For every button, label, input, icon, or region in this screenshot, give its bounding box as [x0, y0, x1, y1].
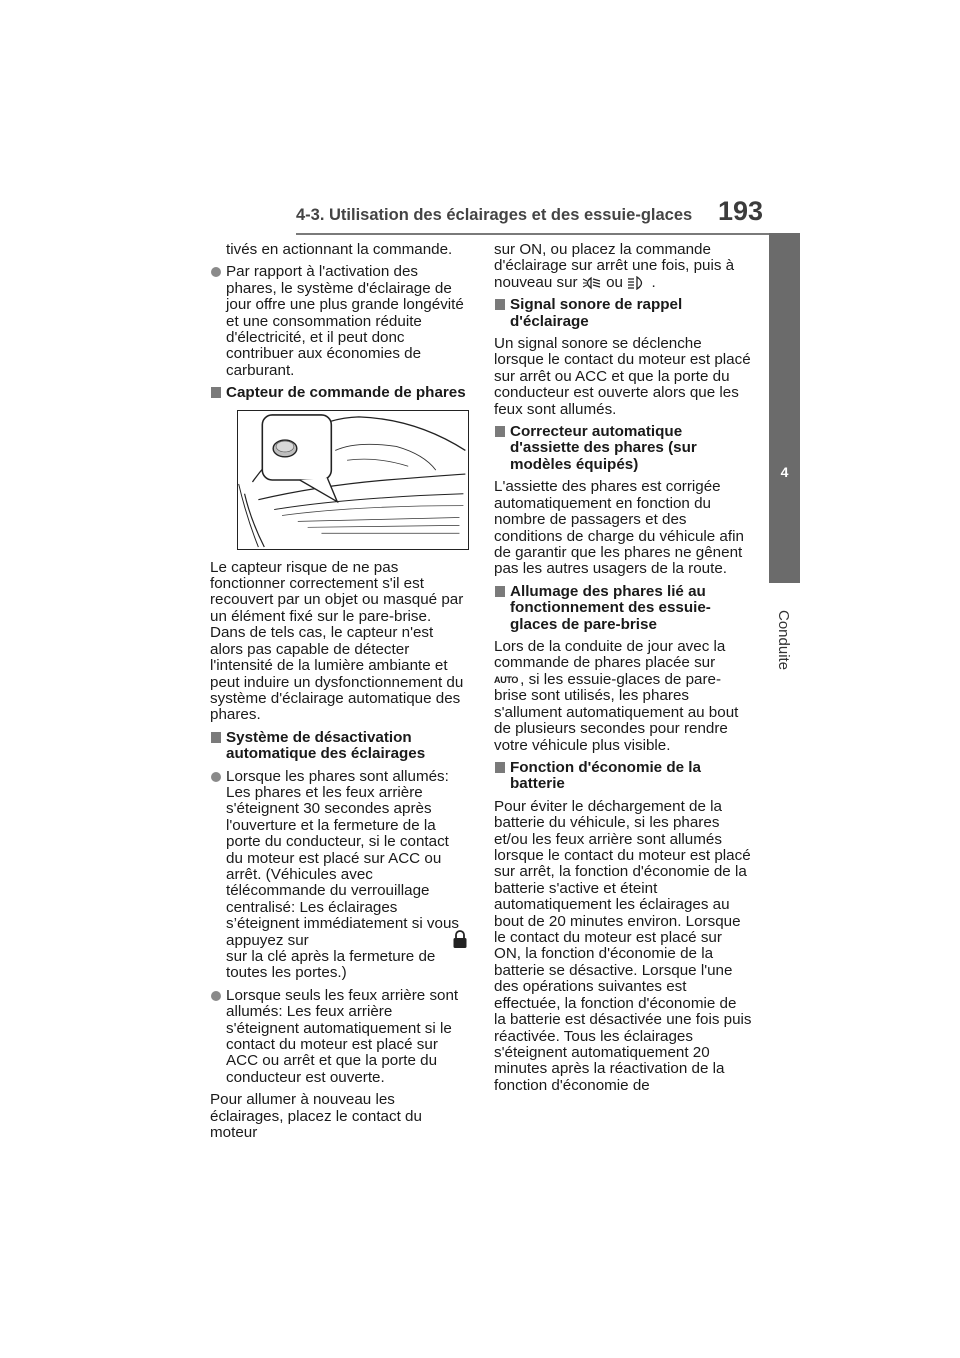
chapter-number: 4 [780, 464, 789, 480]
bullet-item: Lorsque seuls les feux arrière sont allumés: Les feux arrière s'éteignent automatiquement si le contact du moteur est placé sur ACC ou arrêt et que la porte du conducteur est ouverte. [210, 988, 468, 1086]
header-divider [296, 233, 800, 235]
page-number: 193 [718, 196, 764, 226]
square-marker-icon [495, 299, 505, 310]
right-column [494, 242, 752, 1100]
headlight-sensor-illustration [237, 410, 469, 550]
square-marker-icon [495, 426, 505, 437]
bullet-icon [211, 772, 221, 782]
section-heading: Fonction d'économie de la batterie [494, 760, 752, 793]
bullet-item: Lorsque les phares sont allumés: Les phares et les feux arrière s'éteignent 30 secondes après l'ouverture et la fermeture de la porte du conducteur, si le contact du moteur est placé sur ACC ou arrêt. (Véhicules avec télécommande du verrouillage centralisé: Les éclairages s’éteignent immédiatement si vous appuyez sur sur la clé après la fermeture de toutes les portes.) [210, 769, 468, 982]
paragraph: sur ON, ou placez la commande d'éclairage sur arrêt une fois, puis à nouveau sur ou . [494, 241, 735, 291]
bullet-icon [211, 991, 221, 1001]
section-heading: Correcteur automatique d'assiette des phares (sur modèles équipés) [494, 424, 752, 473]
paragraph: Le capteur risque de ne pas fonctionner correctement s'il est recouvert par un objet ou masqué par un élément fixé sur le pare-brise. Dans de tels cas, le capteur n'est alors pas capable de détecter l'intensité de la lumière ambiante et peut induire un dysfonctionnement du système d'éclairage automatique des phares. [210, 558, 464, 724]
paragraph: Pour éviter le déchargement de la batterie du véhicule, si les phares et/ou les feux arrière sont allumés lorsque le contact du moteur est placé sur arrêt, la fonction d'économie de la batterie s'active et éteint automatiquement les éclairages au bout de 20 minutes environ. Lorsque le contact du moteur est placé sur ON, la fonction d'économie de la batterie se désactive. Lorsque l'une des opérations suivantes est effectuée, la fonction d'économie de la batterie est désactivée une fois puis réactivée. Tous les éclairages s'éteignent automatiquement 20 minutes après la réactivation de la fonction d'économie de [494, 797, 752, 1094]
paragraph: Un signal sonore se déclenche lorsque le contact du moteur est placé sur arrêt ou ACC et que la porte du conducteur est ouverte alors que les feux sont allumés. [494, 335, 751, 418]
section-heading: Système de désactivation automatique des éclairages [210, 730, 468, 763]
section-heading: Allumage des phares lié au fonctionnement des essuie-glaces de pare-brise [494, 584, 752, 633]
section-heading: Capteur de commande de phares [210, 385, 468, 401]
square-marker-icon [495, 762, 505, 773]
high-beam-headlight-icon [627, 276, 647, 290]
paragraph: Lors de la conduite de jour avec la commande de phares placée sur AUTO , si les essuie-glaces de pare-brise sont utilisés, les phares s'allument automatiquement au bout de plusieurs secondes pour rendre votre véhicule plus visible. [494, 637, 739, 754]
bullet-icon [211, 267, 221, 277]
section-heading: Signal sonore de rappel d'éclairage [494, 297, 752, 330]
paragraph: L'assiette des phares est corrigée automatiquement en fonction du nombre de passagers et des conditions de charge du véhicule afin de garantir que les phares ne gênent pas les autres usagers de la route. [494, 478, 744, 578]
chapter-name: Conduite [775, 610, 792, 671]
chapter-tab [769, 233, 800, 583]
low-beam-headlight-icon [582, 276, 602, 290]
auto-mode-icon: AUTO [494, 674, 519, 685]
continued-text: tivés en actionnant la commande. [226, 241, 453, 258]
square-marker-icon [211, 732, 221, 743]
bullet-item: Par rapport à l'activation des phares, le système d'éclairage de jour offre une plus grande longévité et une consommation réduite d'électricité, et il peut donc contribuer aux économies de carburant. [210, 264, 468, 379]
left-column [210, 242, 468, 1147]
square-marker-icon [211, 387, 221, 398]
paragraph: Pour allumer à nouveau les éclairages, placez le contact du moteur [210, 1091, 422, 1142]
chapter-section-title: 4-3. Utilisation des éclairages et des essuie-glaces [296, 206, 693, 224]
square-marker-icon [495, 586, 505, 597]
